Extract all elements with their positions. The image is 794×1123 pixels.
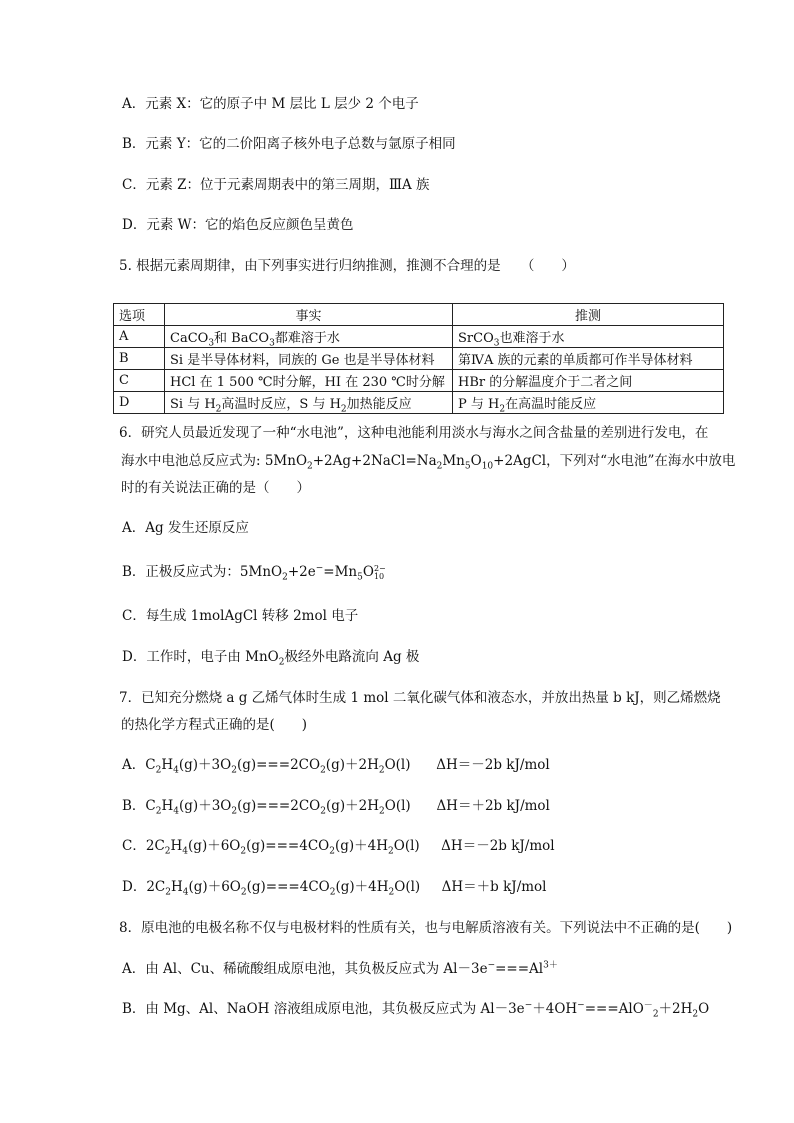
table-row [114, 326, 724, 348]
q4-option-a: A．元素 X：它的原子中 M 层比 L 层少 2 个电子 [122, 96, 419, 112]
q7-option-d: D．$2C_2H_4(g)+6O_2(g)===4CO_2(g)+4H_2O(l)$ ΔH＝＋b kJ/mol [122, 879, 547, 898]
header-option: 选项 [114, 304, 165, 326]
q5-stem: 5. 根据元素周期律，由下列事实进行归纳推测，推测不合理的是 （ ） [119, 258, 575, 274]
table-row [114, 348, 724, 370]
row-guess: HBr 的分解温度介于二者之间 [453, 370, 724, 392]
q7-stem-line2: 的热化学方程式正确的是( ) [121, 717, 308, 733]
q7-option-a: A．$C_2H_4(g)+3O_2(g)===2CO_2(g)+2H_2O(l)$ ΔH＝－2b kJ/mol [122, 757, 550, 776]
row-option: D [114, 392, 165, 414]
table-header-row [114, 304, 724, 326]
q6-stem-line2: 海水中电池总反应式为: $5MnO_2+2Ag+2NaCl=Na_2Mn_5O_{10}+2AgCl$，下列对“水电池”在海水中放电 [121, 453, 736, 472]
table-row [114, 392, 724, 414]
row-fact: HCl 在 1 500 ℃时分解，HI 在 230 ℃时分解 [165, 370, 453, 392]
q8-option-a: A．由 Al、Cu、稀硫酸组成原电池，其负极反应式为 $Al-3e^-===Al^{3+}$ [122, 960, 558, 977]
row-guess: 第ⅣA 族的元素的单质都可作半导体材料 [453, 348, 724, 370]
q7-option-b: B．$C_2H_4(g)+3O_2(g)===2CO_2(g)+2H_2O(l)$ ΔH＝＋2b kJ/mol [122, 798, 550, 817]
q4-option-b: B．元素 Y：它的二价阳离子核外电子总数与氩原子相同 [122, 136, 456, 152]
row-guess: P 与 $H_2$在高温时能反应 [453, 392, 724, 414]
row-option: C [114, 370, 165, 392]
q5-table [113, 303, 724, 414]
row-guess: SrCO$_3$也难溶于水 [453, 326, 724, 348]
q6-option-a: A．Ag 发生还原反应 [122, 520, 249, 536]
q6-stem-line3: 时的有关说法正确的是（ ） [121, 480, 310, 496]
q6-option-b: B．正极反应式为：$5MnO_2+2e^-=Mn_5O$ 2− 10 [122, 563, 386, 583]
table-row [114, 370, 724, 392]
q6-option-d: D．工作时，电子由 MnO$_2$极经外电路流向 Ag 极 [122, 649, 420, 668]
row-option: B [114, 348, 165, 370]
q4-option-d: D．元素 W：它的焰色反应颜色呈黄色 [122, 217, 354, 233]
row-option: A [114, 326, 165, 348]
row-fact: Si 与 $H_2$高温时反应，S 与 $H_2$加热能反应 [165, 392, 453, 414]
header-guess: 推测 [453, 304, 724, 326]
q6-stem-line1: 6．研究人员最近发现了一种“水电池”，这种电池能利用淡水与海水之间含盐量的差别进行发电，在 [119, 425, 709, 441]
q6-option-c: C．每生成 1molAgCl 转移 2mol 电子 [122, 608, 359, 624]
row-fact: CaCO$_3$和 BaCO$_3$都难溶于水 [165, 326, 453, 348]
q4-option-c: C．元素 Z：位于元素周期表中的第三周期，ⅢA 族 [122, 177, 430, 193]
q7-stem-line1: 7．已知充分燃烧 a g 乙烯气体时生成 1 mol 二氧化碳气体和液态水，并放出热量 b kJ，则乙烯燃烧 [119, 690, 721, 706]
row-fact: Si 是半导体材料，同族的 Ge 也是半导体材料 [165, 348, 453, 370]
q7-option-c: C．$2C_2H_4(g)+6O_2(g)===4CO_2(g)+4H_2O(l)$ ΔH＝－2b kJ/mol [122, 838, 555, 857]
header-fact: 事实 [165, 304, 453, 326]
q8-option-b: B．由 Mg、Al、NaOH 溶液组成原电池，其负极反应式为 $Al-3e^-+4OH^-===AlO^-_2+2H_2O$ [122, 1000, 710, 1020]
q8-stem: 8．原电池的电极名称不仅与电极材料的性质有关，也与电解质溶液有关。下列说法中不正确的是( ) [119, 920, 733, 936]
